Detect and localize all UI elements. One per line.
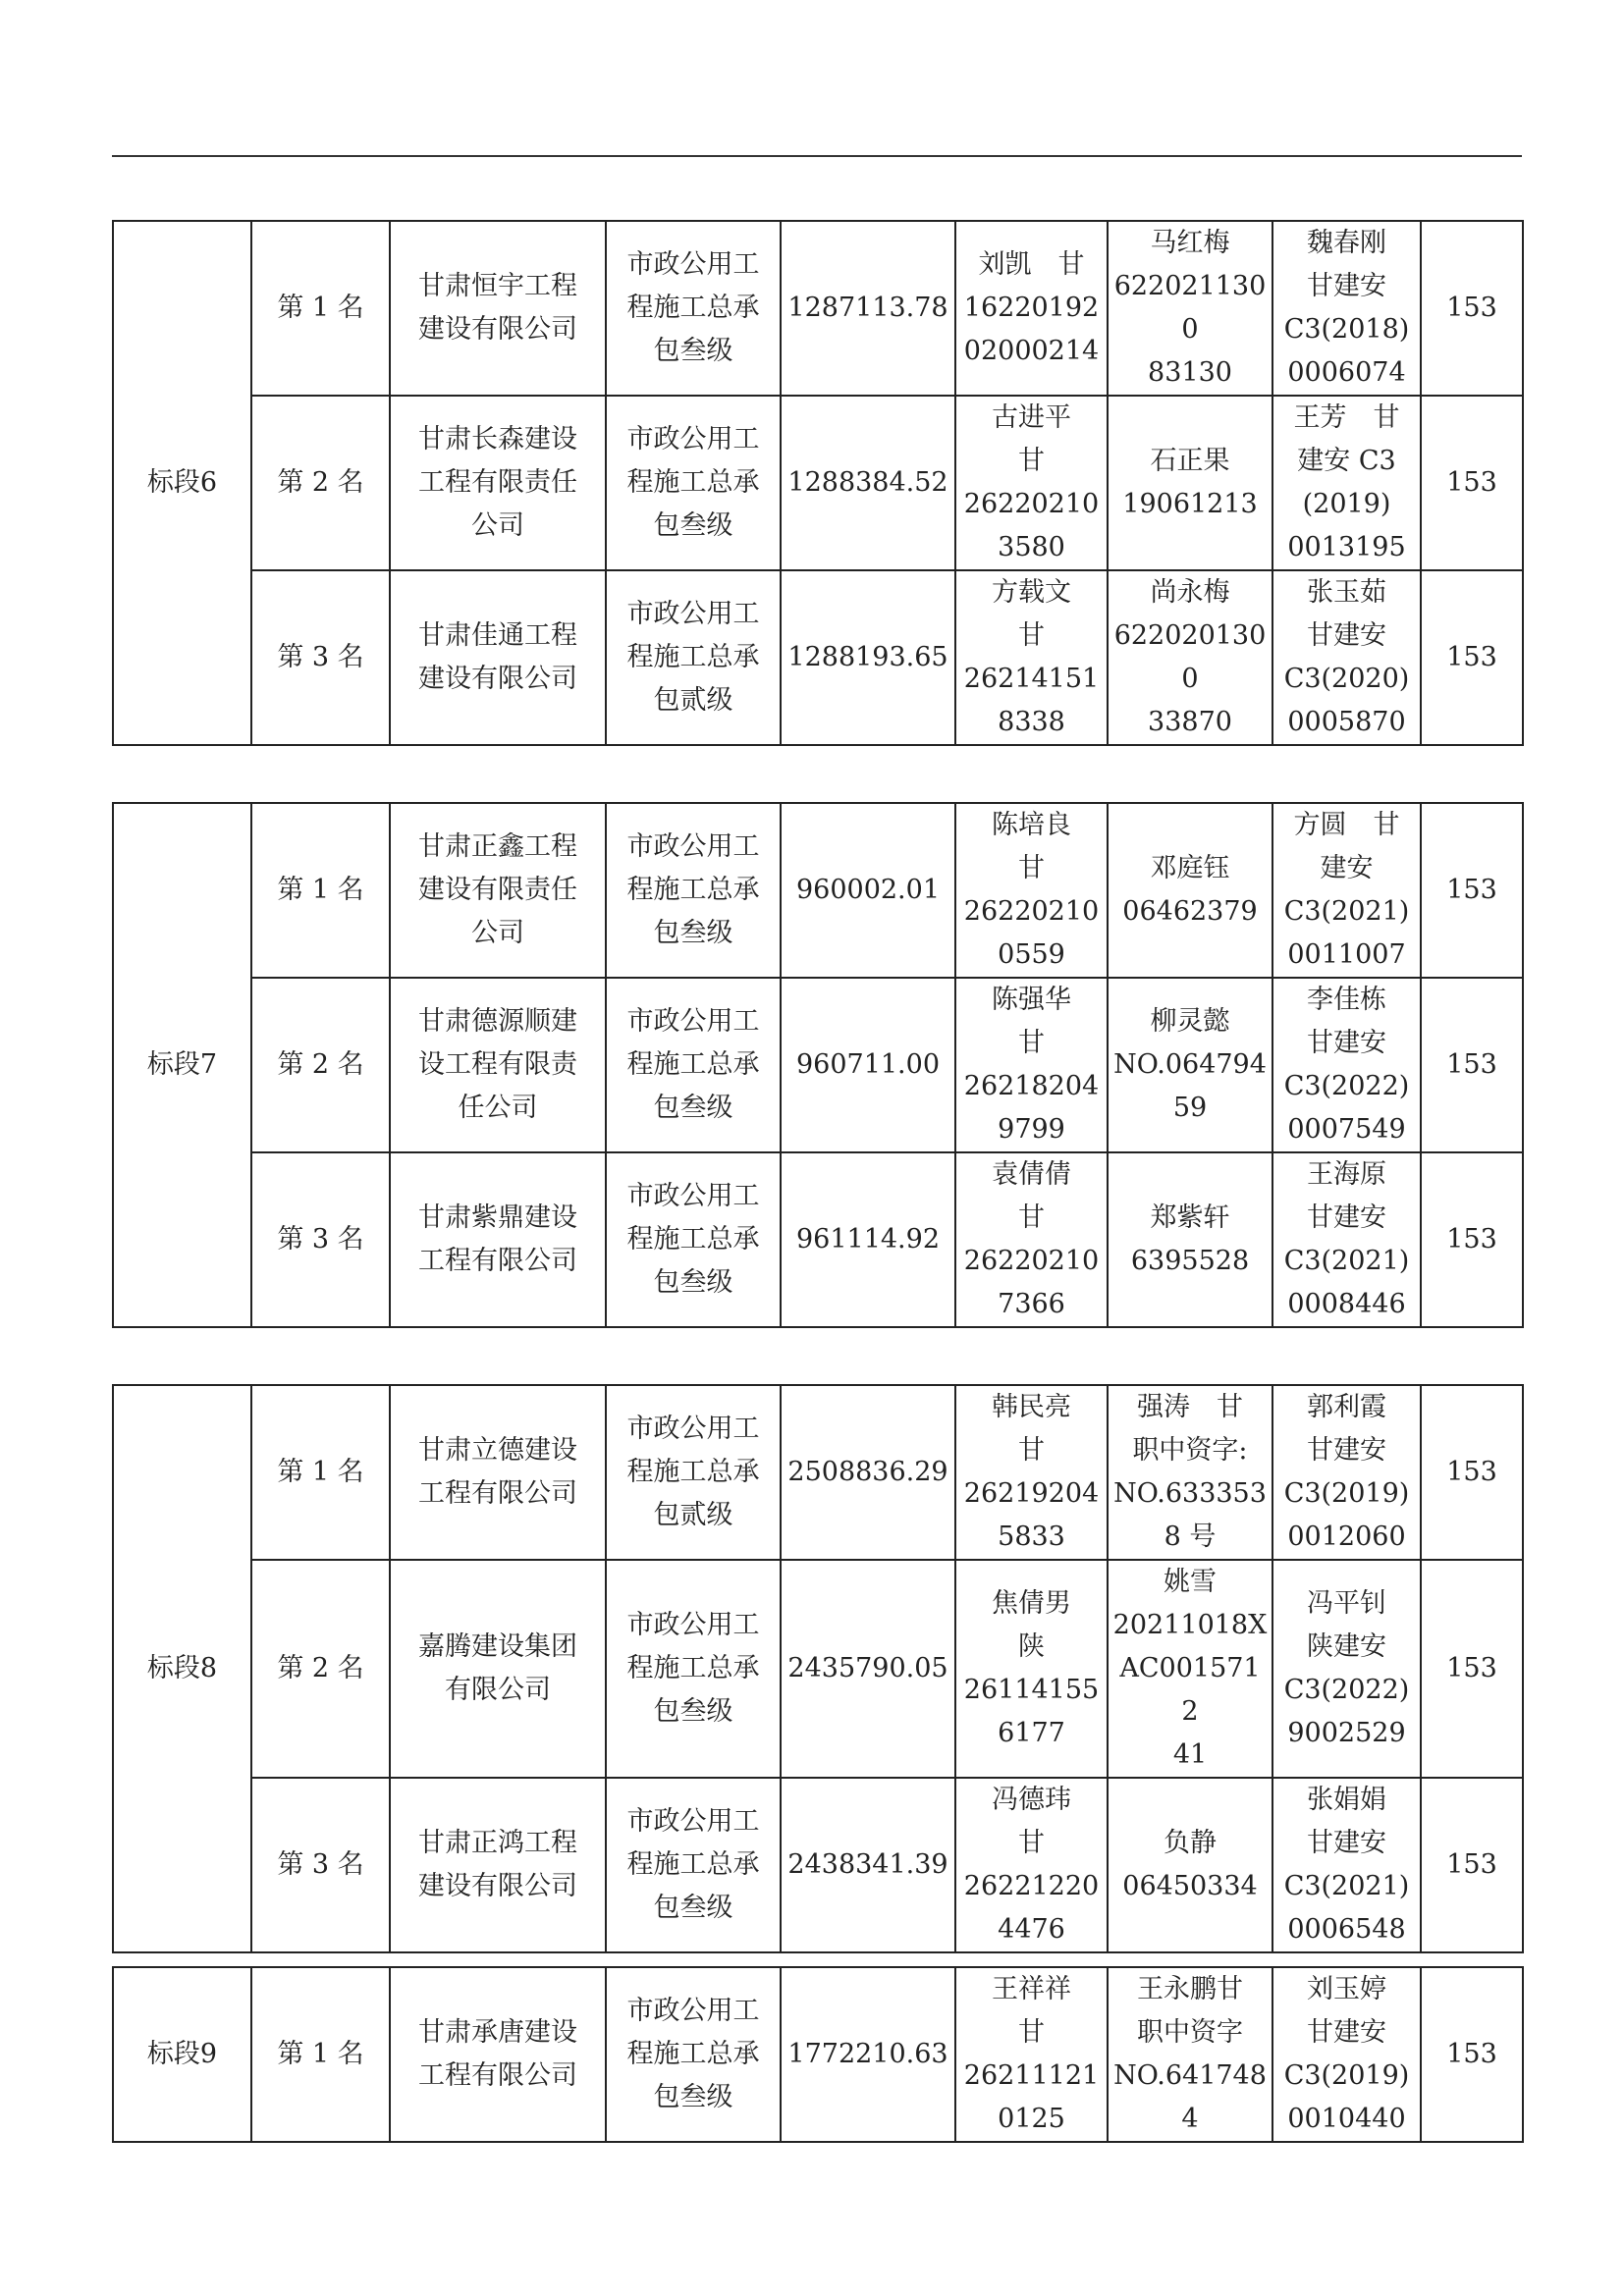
company-cell — [390, 803, 606, 978]
segment-cell — [113, 221, 251, 745]
table-row — [113, 1778, 1523, 1952]
technical-lead-cell — [1108, 221, 1272, 396]
safety-officer-cell — [1272, 1152, 1421, 1327]
duration-days-text: 153 — [1446, 875, 1497, 905]
safety-officer-text: 郭利霞 甘建安 C3(2019) 0012060 — [1283, 1392, 1410, 1552]
technical-lead-cell — [1108, 570, 1272, 745]
technical-lead-text: 马红梅 6220211300 83130 — [1113, 228, 1267, 388]
bid-price-cell — [781, 1152, 955, 1327]
segment-label: 标段8 — [146, 1653, 218, 1683]
duration-days-text: 153 — [1446, 1653, 1497, 1683]
project-manager-cell — [955, 221, 1108, 396]
duration-days-text: 153 — [1446, 467, 1497, 498]
company-text: 甘肃佳通工程 建设有限公司 — [418, 620, 577, 694]
duration-days-cell — [1421, 570, 1523, 745]
rank-cell — [251, 1560, 390, 1778]
rank-cell — [251, 1778, 390, 1952]
company-cell — [390, 1560, 606, 1778]
duration-days-text: 153 — [1446, 1224, 1497, 1255]
company-text: 甘肃正鑫工程 建设有限责任 公司 — [418, 831, 577, 948]
table-row — [113, 803, 1523, 978]
duration-days-cell — [1421, 1560, 1523, 1778]
company-cell — [390, 1967, 606, 2142]
qualification-cell — [606, 1967, 781, 2142]
bid-price-cell — [781, 1385, 955, 1560]
duration-days-cell — [1421, 1778, 1523, 1952]
qualification-cell — [606, 978, 781, 1152]
qualification-text: 市政公用工 程施工总承 包贰级 — [626, 1414, 760, 1530]
project-manager-text: 袁倩倩 甘 26220210 7366 — [963, 1159, 1100, 1319]
qualification-text: 市政公用工 程施工总承 包叁级 — [626, 831, 760, 948]
bid-price-cell — [781, 1778, 955, 1952]
technical-lead-cell — [1108, 1152, 1272, 1327]
project-manager-text: 陈培良 甘 26220210 0559 — [963, 810, 1100, 970]
technical-lead-text: 郑紫轩 6395528 — [1130, 1202, 1250, 1276]
project-manager-cell — [955, 978, 1108, 1152]
company-text: 甘肃正鸿工程 建设有限公司 — [418, 1828, 577, 1901]
company-cell — [390, 570, 606, 745]
table-row — [113, 396, 1523, 570]
technical-lead-cell — [1108, 1560, 1272, 1778]
qualification-cell — [606, 803, 781, 978]
safety-officer-cell — [1272, 221, 1421, 396]
company-text: 甘肃德源顺建 设工程有限责 任公司 — [418, 1006, 577, 1123]
ranking-table — [112, 220, 1524, 746]
duration-days-cell — [1421, 803, 1523, 978]
safety-officer-cell — [1272, 570, 1421, 745]
bid-price-cell — [781, 1560, 955, 1778]
ranking-table — [112, 802, 1524, 1328]
technical-lead-cell — [1108, 1967, 1272, 2142]
segment-label: 标段9 — [146, 2039, 218, 2069]
duration-days-cell — [1421, 396, 1523, 570]
safety-officer-cell — [1272, 396, 1421, 570]
duration-days-cell — [1421, 1152, 1523, 1327]
qualification-cell — [606, 396, 781, 570]
rank-cell — [251, 1385, 390, 1560]
duration-days-text: 153 — [1446, 293, 1497, 323]
qualification-text: 市政公用工 程施工总承 包叁级 — [626, 1996, 760, 2112]
qualification-text: 市政公用工 程施工总承 包叁级 — [626, 1610, 760, 1727]
company-text: 甘肃恒宇工程 建设有限公司 — [418, 271, 577, 345]
bid-price-cell — [781, 221, 955, 396]
safety-officer-text: 王海原 甘建安 C3(2021) 0008446 — [1283, 1159, 1410, 1319]
rank-cell — [251, 396, 390, 570]
company-text: 甘肃紫鼎建设 工程有限公司 — [418, 1202, 577, 1276]
project-manager-cell — [955, 1152, 1108, 1327]
project-manager-text: 方载文 甘 26214151 8338 — [963, 577, 1100, 737]
technical-lead-text: 姚雪 20211018X AC0015712 41 — [1112, 1567, 1268, 1770]
qualification-cell — [606, 1560, 781, 1778]
technical-lead-text: 负静 06450334 — [1122, 1828, 1258, 1901]
safety-officer-cell — [1272, 1560, 1421, 1778]
bid-price-text: 1288384.52 — [787, 467, 948, 498]
rank-cell — [251, 1967, 390, 2142]
technical-lead-text: 强涛 甘 职中资字: NO.633353 8 号 — [1113, 1392, 1267, 1552]
duration-days-text: 153 — [1446, 642, 1497, 672]
safety-officer-text: 王芳 甘 建安 C3 (2019) 0013195 — [1287, 402, 1406, 562]
bid-price-text: 2508836.29 — [787, 1457, 948, 1487]
rank-text: 第 1 名 — [277, 293, 364, 323]
ranking-table — [112, 1384, 1524, 1953]
bid-price-text: 961114.92 — [795, 1224, 940, 1255]
company-text: 甘肃立德建设 工程有限公司 — [418, 1435, 577, 1509]
project-manager-text: 韩民亮 甘 26219204 5833 — [963, 1392, 1100, 1552]
rank-cell — [251, 803, 390, 978]
duration-days-text: 153 — [1446, 2039, 1497, 2069]
safety-officer-cell — [1272, 1967, 1421, 2142]
qualification-text: 市政公用工 程施工总承 包叁级 — [626, 1181, 760, 1298]
safety-officer-cell — [1272, 978, 1421, 1152]
table-row — [113, 570, 1523, 745]
project-manager-cell — [955, 1385, 1108, 1560]
qualification-cell — [606, 221, 781, 396]
bid-price-text: 2438341.39 — [787, 1849, 948, 1880]
table-row — [113, 978, 1523, 1152]
safety-officer-text: 方圆 甘 建安 C3(2021) 0011007 — [1283, 810, 1410, 970]
technical-lead-cell — [1108, 978, 1272, 1152]
safety-officer-text: 李佳栋 甘建安 C3(2022) 0007549 — [1283, 985, 1410, 1145]
bid-price-text: 2435790.05 — [787, 1653, 948, 1683]
duration-days-cell — [1421, 1385, 1523, 1560]
company-cell — [390, 978, 606, 1152]
table-row — [113, 221, 1523, 396]
project-manager-text: 冯德玮 甘 26221220 4476 — [963, 1785, 1100, 1945]
company-cell — [390, 1152, 606, 1327]
rank-text: 第 3 名 — [277, 642, 364, 672]
qualification-text: 市政公用工 程施工总承 包贰级 — [626, 599, 760, 716]
qualification-text: 市政公用工 程施工总承 包叁级 — [626, 1006, 760, 1123]
safety-officer-cell — [1272, 1778, 1421, 1952]
rank-text: 第 3 名 — [277, 1849, 364, 1880]
project-manager-cell — [955, 396, 1108, 570]
bid-price-cell — [781, 803, 955, 978]
project-manager-cell — [955, 1560, 1108, 1778]
company-cell — [390, 1778, 606, 1952]
rank-text: 第 1 名 — [277, 1457, 364, 1487]
safety-officer-cell — [1272, 1385, 1421, 1560]
qualification-cell — [606, 570, 781, 745]
ranking-table — [112, 1966, 1524, 2143]
company-cell — [390, 396, 606, 570]
rank-cell — [251, 978, 390, 1152]
bid-price-cell — [781, 1967, 955, 2142]
header-rule — [112, 155, 1522, 157]
technical-lead-text: 尚永梅 6220201300 33870 — [1113, 577, 1267, 737]
qualification-cell — [606, 1778, 781, 1952]
segment-cell — [113, 1967, 251, 2142]
technical-lead-cell — [1108, 803, 1272, 978]
table-row — [113, 1385, 1523, 1560]
safety-officer-text: 刘玉婷 甘建安 C3(2019) 0010440 — [1283, 1974, 1410, 2134]
project-manager-text: 焦倩男 陕 26114155 6177 — [963, 1588, 1100, 1748]
project-manager-cell — [955, 803, 1108, 978]
table-row — [113, 1560, 1523, 1778]
bid-price-cell — [781, 570, 955, 745]
technical-lead-text: 石正果 19061213 — [1122, 446, 1258, 519]
rank-cell — [251, 1152, 390, 1327]
project-manager-text: 刘凯 甘 16220192 02000214 — [963, 249, 1100, 366]
qualification-text: 市政公用工 程施工总承 包叁级 — [626, 249, 760, 366]
segment-cell — [113, 803, 251, 1327]
project-manager-text: 古进平 甘 26220210 3580 — [963, 402, 1100, 562]
qualification-text: 市政公用工 程施工总承 包叁级 — [626, 1806, 760, 1923]
technical-lead-cell — [1108, 396, 1272, 570]
duration-days-cell — [1421, 1967, 1523, 2142]
rank-text: 第 2 名 — [277, 1049, 364, 1080]
company-cell — [390, 1385, 606, 1560]
duration-days-cell — [1421, 978, 1523, 1152]
project-manager-cell — [955, 570, 1108, 745]
safety-officer-cell — [1272, 803, 1421, 978]
safety-officer-text: 张玉茹 甘建安 C3(2020) 0005870 — [1283, 577, 1410, 737]
table-row — [113, 1152, 1523, 1327]
safety-officer-text: 张娟娟 甘建安 C3(2021) 0006548 — [1283, 1785, 1410, 1945]
duration-days-text: 153 — [1446, 1457, 1497, 1487]
duration-days-cell — [1421, 221, 1523, 396]
company-text: 甘肃长森建设 工程有限责任 公司 — [418, 424, 577, 541]
rank-cell — [251, 570, 390, 745]
technical-lead-cell — [1108, 1385, 1272, 1560]
project-manager-cell — [955, 1778, 1108, 1952]
technical-lead-text: 邓庭钰 06462379 — [1122, 853, 1258, 927]
duration-days-text: 153 — [1446, 1849, 1497, 1880]
segment-label: 标段7 — [146, 1049, 218, 1080]
technical-lead-text: 王永鹏甘 职中资字 NO.641748 4 — [1113, 1974, 1267, 2134]
segment-cell — [113, 1385, 251, 1952]
bid-price-text: 960002.01 — [795, 875, 940, 905]
qualification-cell — [606, 1385, 781, 1560]
bid-price-cell — [781, 396, 955, 570]
bid-price-text: 1772210.63 — [787, 2039, 948, 2069]
company-text: 嘉腾建设集团 有限公司 — [418, 1631, 577, 1705]
rank-text: 第 1 名 — [277, 875, 364, 905]
rank-text: 第 2 名 — [277, 467, 364, 498]
duration-days-text: 153 — [1446, 1049, 1497, 1080]
qualification-text: 市政公用工 程施工总承 包叁级 — [626, 424, 760, 541]
project-manager-text: 王祥祥 甘 26211121 0125 — [963, 1974, 1100, 2134]
bid-price-text: 1287113.78 — [787, 293, 948, 323]
rank-cell — [251, 221, 390, 396]
safety-officer-text: 冯平钊 陕建安 C3(2022) 9002529 — [1283, 1588, 1410, 1748]
technical-lead-cell — [1108, 1778, 1272, 1952]
technical-lead-text: 柳灵懿 NO.064794 59 — [1113, 1006, 1267, 1123]
project-manager-text: 陈强华 甘 26218204 9799 — [963, 985, 1100, 1145]
bid-price-text: 960711.00 — [795, 1049, 940, 1080]
bid-price-cell — [781, 978, 955, 1152]
rank-text: 第 2 名 — [277, 1653, 364, 1683]
safety-officer-text: 魏春刚 甘建安 C3(2018) 0006074 — [1283, 228, 1410, 388]
company-cell — [390, 221, 606, 396]
qualification-cell — [606, 1152, 781, 1327]
table-row — [113, 1967, 1523, 2142]
company-text: 甘肃承唐建设 工程有限公司 — [418, 2017, 577, 2091]
rank-text: 第 3 名 — [277, 1224, 364, 1255]
project-manager-cell — [955, 1967, 1108, 2142]
segment-label: 标段6 — [146, 467, 218, 498]
bid-price-text: 1288193.65 — [787, 642, 948, 672]
rank-text: 第 1 名 — [277, 2039, 364, 2069]
